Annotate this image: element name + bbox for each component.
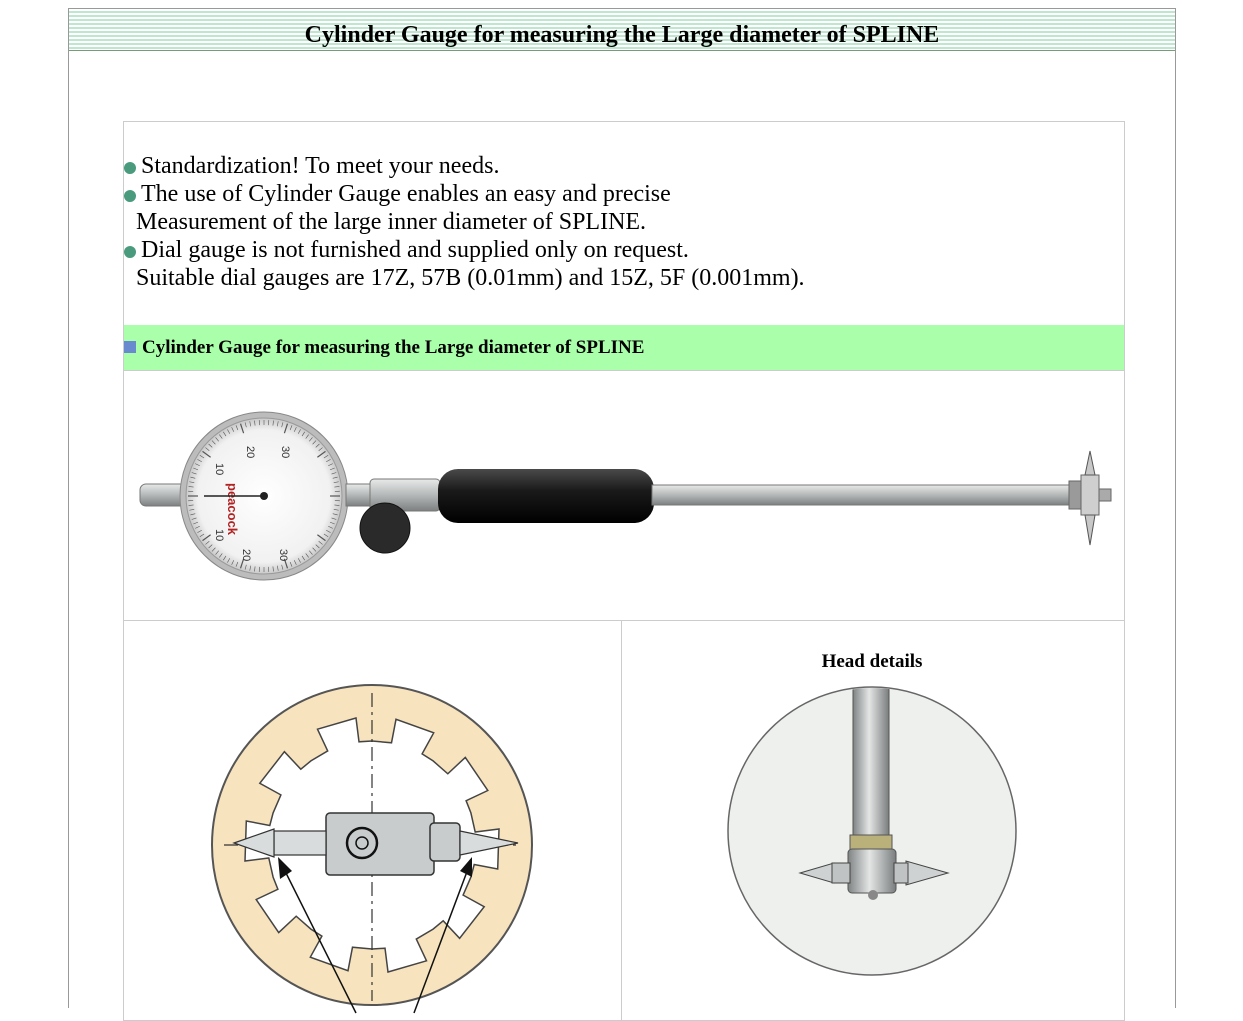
feature-item [124, 236, 1124, 264]
detail-head-body [848, 849, 896, 893]
svg-text:10: 10 [213, 529, 225, 541]
spline-cross-section-diagram [124, 621, 620, 1021]
feature-text: Dial gauge is not furnished and supplied only on request. [141, 237, 689, 263]
upper-contact-point [1085, 451, 1095, 475]
head-details-panel [622, 621, 1124, 1021]
clamp-knob [360, 503, 410, 553]
section-header [124, 325, 1124, 371]
content-box [123, 121, 1125, 1021]
svg-text:20: 20 [240, 549, 252, 561]
measuring-head [1081, 475, 1099, 515]
product-photo [124, 371, 1124, 621]
feature-continuation [124, 264, 1124, 292]
section-title: Cylinder Gauge for measuring the Large diameter of SPLINE [142, 337, 644, 359]
feature-text: The use of Cylinder Gauge enables an easy and precise [141, 181, 671, 207]
feature-continuation [124, 208, 1124, 236]
page-title: Cylinder Gauge for measuring the Large diameter of SPLINE [305, 23, 940, 47]
feature-item [124, 152, 1124, 180]
svg-text:20: 20 [244, 446, 256, 458]
cylinder-gauge-illustration [124, 371, 1124, 619]
bullet-dot-icon [124, 190, 136, 202]
svg-text:30: 30 [279, 446, 291, 458]
square-bullet-icon [124, 341, 136, 353]
dial-brand: peacock [225, 483, 240, 536]
head-details-caption: Head details [622, 651, 1122, 673]
svg-text:10: 10 [213, 463, 225, 475]
page-frame [68, 8, 1176, 1008]
feature-list [124, 152, 1124, 292]
feature-text: Standardization! To meet your needs. [141, 153, 499, 179]
svg-text:30: 30 [277, 549, 289, 561]
insulating-grip [438, 469, 654, 523]
feature-item [124, 180, 1124, 208]
diagram-head-body [326, 813, 434, 875]
head-details-illustration [622, 621, 1122, 1021]
bullet-dot-icon [124, 246, 136, 258]
bullet-dot-icon [124, 162, 136, 174]
measuring-rod [652, 485, 1074, 505]
title-bar [69, 9, 1175, 51]
feature-text: Suitable dial gauges are 17Z, 57B (0.01mm) and 15Z, 5F (0.001mm). [136, 265, 805, 291]
feature-text: Measurement of the large inner diameter of SPLINE. [136, 209, 646, 235]
lower-contact-point [1085, 515, 1095, 545]
spline-diagram-panel [124, 621, 622, 1021]
